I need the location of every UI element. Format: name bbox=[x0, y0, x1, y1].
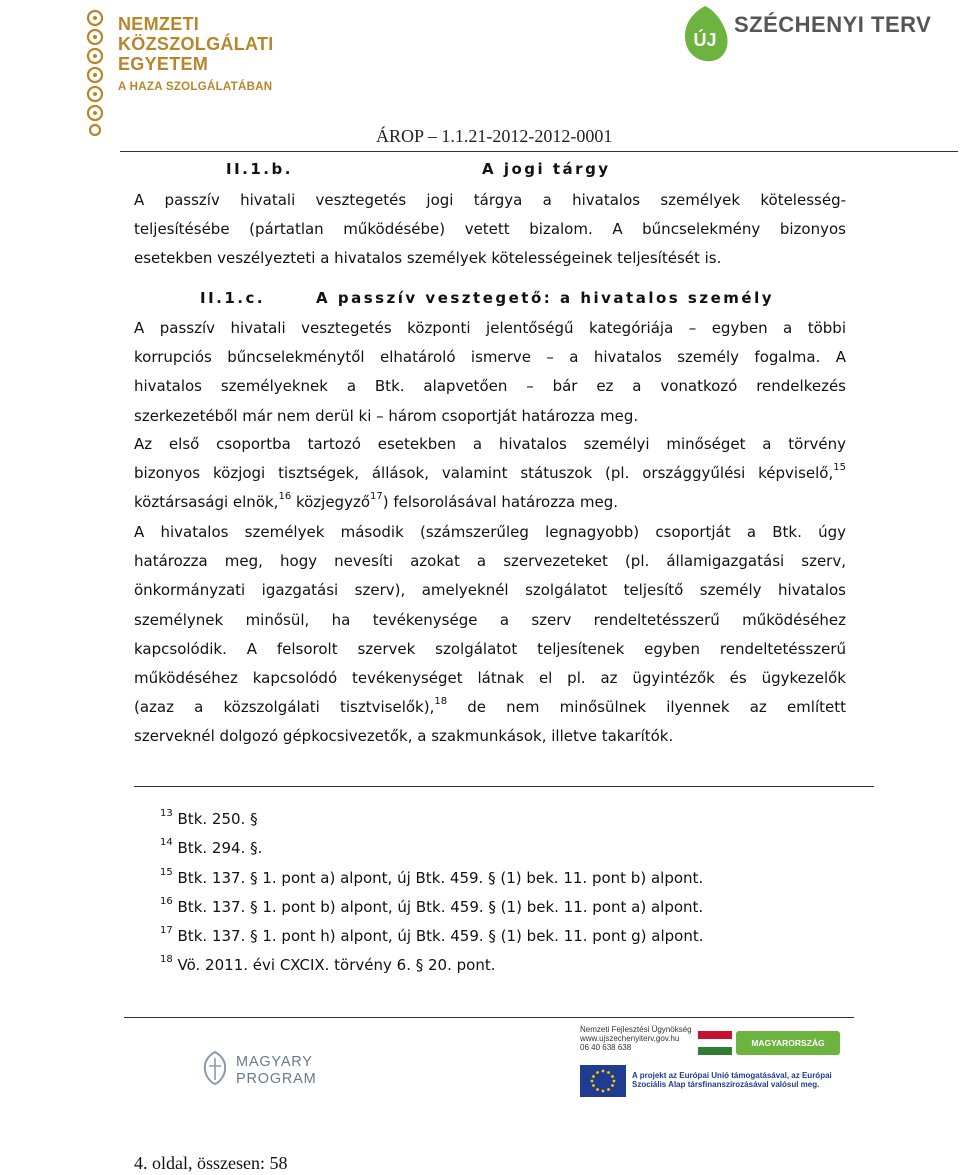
footnote bbox=[160, 834, 703, 863]
nfu-info bbox=[580, 1025, 700, 1052]
section-number-b: II.1.b. bbox=[226, 160, 293, 178]
nke-logo-text bbox=[118, 14, 274, 97]
szechenyi-leaf-icon bbox=[680, 4, 730, 66]
nfu-name: Nemzeti Fejlesztési Ügynökség bbox=[580, 1025, 692, 1034]
footnote-number: 15 bbox=[160, 866, 173, 878]
text-line: A hivatalos személyek második (számszerűleg legnagyobb) csoportját a Btk. úgy bbox=[134, 523, 846, 541]
footnote-ref-18: 18 bbox=[434, 696, 448, 708]
eu-flag-icon bbox=[580, 1065, 626, 1097]
eu-funding-block bbox=[580, 1025, 840, 1100]
footnote-ref-17: 17 bbox=[370, 491, 383, 503]
text-line-with-ref bbox=[134, 693, 846, 722]
hungary-flag-icon bbox=[698, 1031, 732, 1055]
nke-emblem-icon bbox=[84, 6, 114, 136]
nke-line3: EGYETEM bbox=[118, 54, 209, 74]
footnote-ref-15: 15 bbox=[833, 462, 846, 474]
szechenyi-uj-text: ÚJ bbox=[693, 30, 717, 50]
text-line: kapcsolódik. A felsorolt szervek szolgálatot teljesítenek egyben rendeltetésszerű bbox=[134, 639, 846, 658]
footer-divider bbox=[124, 1017, 854, 1018]
magyary-text bbox=[236, 1054, 317, 1088]
text-line: hivatalos személyeknek a Btk. alapvetően – bár ez a vonatkozó rendelkezés bbox=[134, 377, 846, 396]
paragraph-3 bbox=[134, 518, 846, 752]
eu-line1: A projekt az Európai Unió támogatásával, az Európai bbox=[632, 1071, 832, 1080]
magyary-line2: PROGRAM bbox=[236, 1071, 317, 1087]
eu-line2: Szociális Alap társfinanszírozásával valósul meg. bbox=[632, 1080, 820, 1089]
project-code: ÁROP – 1.1.21-2012-2012-0001 bbox=[376, 126, 613, 146]
text-segment: bizonyos közjogi tisztségek, állások, valamint státuszok (pl. országgyűlési képviselő, bbox=[134, 464, 834, 483]
footnote-divider bbox=[134, 786, 874, 787]
nfu-phone: 06 40 638 638 bbox=[580, 1043, 632, 1052]
magyary-emblem-icon bbox=[200, 1050, 230, 1086]
footnote-text: Btk. 137. § 1. pont a) alpont, új Btk. 459. § (1) bek. 11. pont b) alpont. bbox=[177, 868, 704, 887]
footnote bbox=[160, 951, 703, 980]
text-segment: köztársasági elnök, bbox=[134, 493, 279, 512]
footnote bbox=[160, 893, 703, 922]
footnote bbox=[160, 864, 703, 893]
text-segment: közjegyző bbox=[291, 493, 371, 512]
footnote bbox=[160, 922, 703, 951]
header-divider bbox=[120, 151, 958, 152]
text-line: önkormányzati igazgatási szerv), amelyeknél szolgálatot teljesítő személy hivatalos bbox=[134, 581, 846, 600]
text-line: A passzív hivatali vesztegetés központi jelentőségű kategóriája – egyben a többi bbox=[134, 319, 846, 337]
paragraph-1 bbox=[134, 314, 846, 431]
nke-line1: NEMZETI bbox=[118, 14, 200, 34]
footnote-text: Btk. 137. § 1. pont b) alpont, új Btk. 459. § (1) bek. 11. pont a) alpont. bbox=[177, 897, 704, 916]
text-segment: ) felsorolásával határozza meg. bbox=[382, 493, 619, 512]
nfu-url: www.ujszechenyiterv.gov.hu bbox=[580, 1034, 680, 1043]
text-line: személynek minősül, ha tevékenysége a szerv rendeltetésszerű működéséhez bbox=[134, 610, 846, 629]
footnote-number: 16 bbox=[160, 895, 173, 907]
section-title-c: A passzív vesztegető: a hivatalos személy bbox=[316, 289, 774, 307]
text-line: működéséhez kapcsolódó tevékenységet látnak el pl. az ügyintézők és ügykezelők bbox=[134, 669, 846, 688]
footnote-number: 17 bbox=[160, 925, 173, 937]
paragraph-jogi-targy bbox=[134, 186, 846, 274]
page-number: 4. oldal, összesen: 58 bbox=[134, 1153, 288, 1173]
text-line: korrupciós bűncselekménytől elhatároló ismerve – a hivatalos személy fogalma. A bbox=[134, 348, 846, 367]
footnote-text: Btk. 294. §. bbox=[177, 839, 263, 858]
footnote-number: 13 bbox=[160, 808, 173, 819]
text-line: Az első csoportba tartozó esetekben a hivatalos személyi minőséget a törvény bbox=[134, 435, 846, 453]
text-line: határozza meg, hogy nevesíti azokat a szervezeteket (pl. államigazgatási szerv, bbox=[134, 552, 846, 571]
section-title-b: A jogi tárgy bbox=[482, 160, 611, 178]
megujul-banner: MAGYARORSZÁG MEGÚJUL bbox=[736, 1031, 840, 1055]
text-line: teljesítésébe (pártatlan működésébe) vetett bizalom. A bűncselekmény bizonyos bbox=[134, 220, 846, 239]
text-line-with-ref bbox=[134, 488, 846, 517]
footnote bbox=[160, 805, 703, 834]
nke-line2: KÖZSZOLGÁLATI bbox=[118, 34, 274, 54]
eu-funding-text bbox=[632, 1071, 842, 1089]
text-line: szerkezetéből már nem derül ki – három csoportját határozza meg. bbox=[134, 406, 639, 425]
footnote-number: 18 bbox=[160, 954, 173, 966]
footnotes bbox=[160, 805, 703, 981]
text-line: esetekben veszélyezteti a hivatalos személyek kötelességeinek teljesítését is. bbox=[134, 249, 722, 268]
text-line-with-ref bbox=[134, 459, 846, 488]
footnote-text: Btk. 250. § bbox=[177, 810, 258, 828]
section-number-c: II.1.c. bbox=[200, 289, 266, 307]
text-line: szerveknél dolgozó gépkocsivezetők, a szakmunkások, illetve takarítók. bbox=[134, 727, 674, 746]
nke-tagline: A HAZA SZOLGÁLATÁBAN bbox=[118, 81, 273, 93]
text-segment: de nem minősülnek ilyennek az említett bbox=[447, 698, 847, 717]
footnote-ref-16: 16 bbox=[278, 491, 292, 503]
footnote-number: 14 bbox=[160, 837, 173, 849]
paragraph-2 bbox=[134, 430, 846, 518]
text-line: A passzív hivatali vesztegetés jogi tárgya a hivatalos személyek kötelesség- bbox=[134, 191, 846, 209]
text-segment: (azaz a közszolgálati tisztviselők), bbox=[134, 698, 435, 717]
magyary-line1: MAGYARY bbox=[236, 1054, 313, 1070]
footnote-text: Vö. 2011. évi CXCIX. törvény 6. § 20. pont. bbox=[177, 956, 496, 975]
szechenyi-name: SZÉCHENYI TERV bbox=[734, 12, 932, 37]
footnote-text: Btk. 137. § 1. pont h) alpont, új Btk. 459. § (1) bek. 11. pont g) alpont. bbox=[177, 927, 704, 946]
